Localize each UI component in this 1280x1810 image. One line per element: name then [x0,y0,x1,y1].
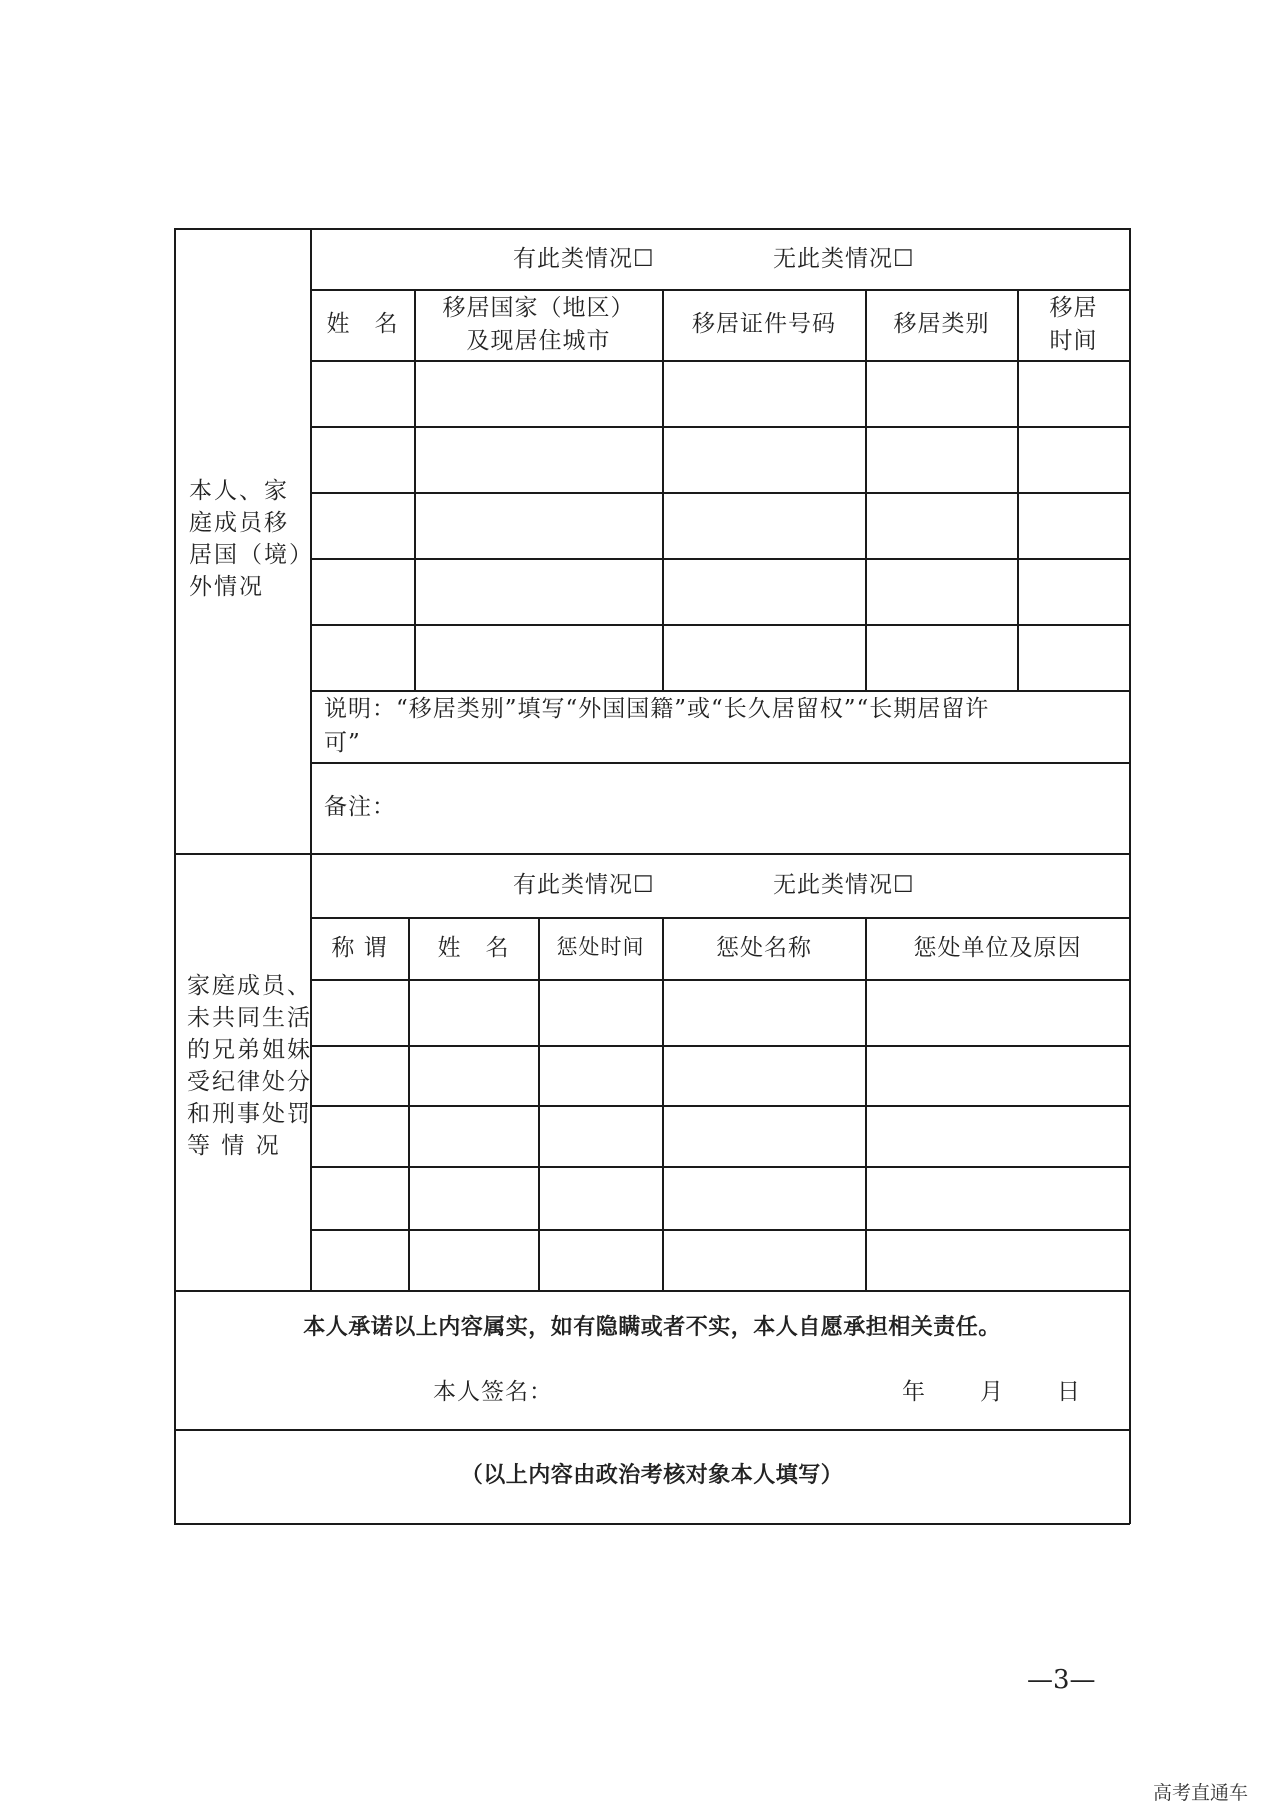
s1-col-header-doc-number [663,308,865,341]
table-row[interactable] [311,980,1129,1045]
s2-status-divider [310,917,1130,919]
s1-col-header-text: 时间 [1049,328,1098,355]
s1-side-label [189,475,314,603]
s1-side-label-line: 庭成员移 [189,510,289,536]
table-row[interactable] [311,1230,1129,1290]
s1-note-line: 可” [324,730,361,756]
s1-status-yes-checkbox[interactable]: 有此类情况☐ [513,246,655,272]
s2-status-yes-checkbox[interactable]: 有此类情况☐ [513,872,655,898]
table-row[interactable] [311,1046,1129,1105]
s1-col-header-name [311,308,414,341]
footer-note-top [174,1429,1130,1431]
s2-side-label-line: 受纪律处分 [187,1069,312,1095]
commitment-text: 本人承诺以上内容属实，如有隐瞒或者不实，本人自愿承担相关责任。 [303,1315,1001,1340]
table-row[interactable] [311,559,1129,624]
s1-col-header-country [415,292,662,359]
s1-note-bottom [310,762,1130,764]
s1-col-header-text: 移居证件号码 [692,311,836,337]
s2-col-header-penalty-time: 惩处时间 [556,935,645,959]
s2-side-label-line: 未共同生活 [187,1005,312,1031]
signature-field[interactable] [560,1370,860,1414]
table-row[interactable] [311,625,1129,690]
date-month-label: 月 [980,1379,1004,1405]
s1-side-label-line: 居国（境） [189,542,314,568]
s2-col-header-penalty-name: 惩处名称 [716,935,812,961]
table-row[interactable] [311,493,1129,558]
date-year-label: 年 [902,1379,926,1405]
s1-status-divider [310,289,1130,291]
s1-col-header-text: 姓 名 [326,311,399,337]
border-top [174,228,1130,230]
section-divider [174,853,1130,855]
commitment-top [174,1290,1130,1292]
s1-col-header-text: 移居国家（地区） [442,295,635,321]
s2-side-label [187,970,312,1162]
s1-col-header-text: 及现居住城市 [466,328,611,355]
s1-remarks-field[interactable] [400,770,1120,846]
s1-status-no-checkbox[interactable]: 无此类情况☐ [773,246,915,272]
s2-side-label-line: 等 情 况 [187,1133,281,1159]
s1-note [324,692,989,760]
s1-col-header-type [866,308,1017,341]
s1-side-label-line: 本人、家 [189,478,289,504]
s2-side-label-line: 家庭成员、 [187,973,312,999]
s1-col-header-text: 移居类别 [893,311,990,337]
footer-note: （以上内容由政治考核对象本人填写） [460,1463,844,1488]
s1-col-header-text: 移居 [1049,295,1098,321]
s1-note-line: 说明：“移居类别”填写“外国国籍”或“长久居留权”“长期居留许 [324,696,990,722]
table-row[interactable] [311,427,1129,492]
s2-col-header-name: 姓 名 [437,935,510,961]
border-bottom [174,1523,1130,1525]
date-day-label: 日 [1057,1379,1081,1405]
s2-status-no-checkbox[interactable]: 无此类情况☐ [773,872,915,898]
s2-col-header-penalty-unit: 惩处单位及原因 [913,935,1082,961]
s1-remarks-label: 备注： [324,794,396,820]
s2-col-header-relation: 称 谓 [331,935,388,961]
watermark: 高考直通车 [1153,1782,1249,1804]
s1-col-header-time [1018,292,1129,359]
s2-side-label-line: 的兄弟姐妹 [187,1037,312,1063]
table-row[interactable] [311,1106,1129,1166]
s2-side-label-line: 和刑事处罚 [187,1101,312,1127]
table-row[interactable] [311,1167,1129,1229]
page-number: —3— [1027,1665,1096,1695]
s1-side-label-line: 外情况 [189,574,264,600]
signature-label: 本人签名： [433,1379,553,1405]
border-right [1129,228,1131,1524]
table-row[interactable] [311,361,1129,426]
